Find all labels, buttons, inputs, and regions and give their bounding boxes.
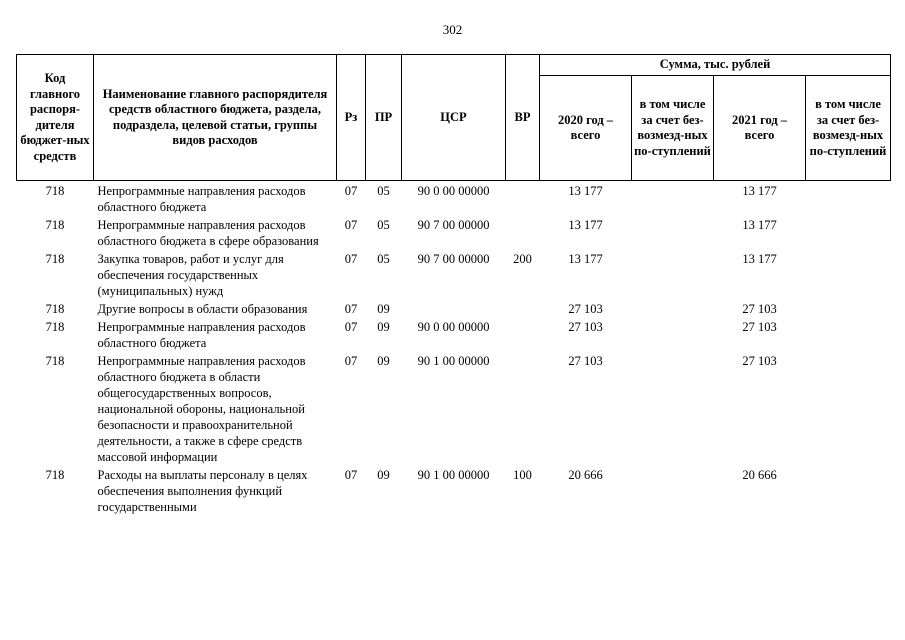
row-rz: 07 <box>344 320 358 334</box>
row-pr: 05 <box>377 252 390 266</box>
header-2020-free: в том числе за счет без-возмезд-ных по-ступлений <box>632 76 714 181</box>
row-name: Расходы на выплаты персоналу в целях обеспечения выполнения функций государственными <box>97 468 308 514</box>
row-csr: 90 1 00 00000 <box>417 468 490 482</box>
row-2020-total: 27 103 <box>568 320 603 334</box>
row-rz: 07 <box>344 302 358 316</box>
row-vr <box>506 217 540 251</box>
row-name: Непрограммные направления расходов областного бюджета <box>97 184 306 214</box>
row-2021-free <box>806 319 891 353</box>
row-code: 718 <box>45 184 65 198</box>
header-2021-total: 2021 год – всего <box>714 76 806 181</box>
row-2021-total: 13 177 <box>742 252 777 266</box>
row-2020-free <box>632 181 714 218</box>
row-2020-total: 27 103 <box>568 302 603 316</box>
row-csr: 90 0 00 00000 <box>417 184 490 198</box>
row-2020-free <box>632 217 714 251</box>
row-vr <box>506 181 540 218</box>
row-2020-free <box>632 467 714 517</box>
row-rz: 07 <box>344 252 358 266</box>
row-2020-total: 13 177 <box>568 184 603 198</box>
row-csr: 90 1 00 00000 <box>417 354 490 368</box>
row-rz: 07 <box>344 468 358 482</box>
row-name: Другие вопросы в области образования <box>97 302 308 316</box>
row-2020-total: 13 177 <box>568 218 603 232</box>
row-2020-free <box>632 353 714 467</box>
row-name: Закупка товаров, работ и услуг для обеспечения государственных (муниципальных) нужд <box>97 252 284 298</box>
row-csr: 90 7 00 00000 <box>417 252 490 266</box>
budget-table <box>16 54 891 517</box>
row-2021-total: 13 177 <box>742 218 777 232</box>
row-2021-free <box>806 301 891 319</box>
row-pr: 09 <box>377 468 390 482</box>
row-pr: 09 <box>377 302 390 316</box>
row-2020-free <box>632 319 714 353</box>
row-2021-free <box>806 467 891 517</box>
row-2021-free <box>806 353 891 467</box>
row-code: 718 <box>45 320 65 334</box>
header-vr: ВР <box>506 55 540 181</box>
header-pr: ПР <box>366 55 402 181</box>
row-rz: 07 <box>344 218 358 232</box>
row-name: Непрограммные направления расходов областного бюджета в области общегосударственных вопросов, национальной обороны, национальной безопасности и правоохранительной деятельности, а также в сфере средств массовой информации <box>97 354 306 464</box>
row-vr: 100 <box>513 468 532 482</box>
row-2020-total: 27 103 <box>568 354 603 368</box>
row-csr: 90 7 00 00000 <box>417 218 490 232</box>
header-csr: ЦСР <box>402 55 506 181</box>
page-number: 302 <box>442 22 463 37</box>
header-code: Код главного распоря-дителя бюджет-ных средств <box>17 55 94 181</box>
row-2021-total: 27 103 <box>742 320 777 334</box>
row-pr: 05 <box>377 184 390 198</box>
row-2020-total: 13 177 <box>568 252 603 266</box>
row-code: 718 <box>45 252 65 266</box>
row-pr: 05 <box>377 218 390 232</box>
row-2021-free <box>806 251 891 301</box>
row-rz: 07 <box>344 184 358 198</box>
table-row <box>17 217 891 251</box>
row-rz: 07 <box>344 354 358 368</box>
row-code: 718 <box>45 218 65 232</box>
row-code: 718 <box>45 468 65 482</box>
row-2021-free <box>806 181 891 218</box>
row-2020-free <box>632 301 714 319</box>
row-vr <box>506 301 540 319</box>
row-2021-total: 13 177 <box>742 184 777 198</box>
row-name: Непрограммные направления расходов областного бюджета <box>97 320 306 350</box>
table-row <box>17 353 891 467</box>
row-vr: 200 <box>513 252 532 266</box>
row-name: Непрограммные направления расходов областного бюджета в сфере образования <box>97 218 319 248</box>
header-2020-total: 2020 год – всего <box>540 76 632 181</box>
header-2021-free: в том числе за счет без-возмезд-ных по-ступлений <box>806 76 891 181</box>
row-vr <box>506 353 540 467</box>
row-2021-total: 27 103 <box>742 354 777 368</box>
row-2020-total: 20 666 <box>568 468 603 482</box>
row-code: 718 <box>45 302 65 316</box>
row-2021-free <box>806 217 891 251</box>
header-rz: Рз <box>337 55 366 181</box>
table-row <box>17 251 891 301</box>
row-pr: 09 <box>377 354 390 368</box>
table-row <box>17 467 891 517</box>
row-csr: 90 0 00 00000 <box>417 320 490 334</box>
row-2021-total: 27 103 <box>742 302 777 316</box>
header-sum-group: Сумма, тыс. рублей <box>540 55 891 76</box>
row-vr <box>506 319 540 353</box>
row-2021-total: 20 666 <box>742 468 777 482</box>
row-2020-free <box>632 251 714 301</box>
row-csr <box>402 301 506 319</box>
table-row <box>17 181 891 218</box>
table-row <box>17 319 891 353</box>
row-code: 718 <box>45 354 65 368</box>
header-name: Наименование главного распорядителя средств областного бюджета, раздела, подраздела, целевой статьи, группы видов расходов <box>94 55 337 181</box>
table-row <box>17 301 891 319</box>
row-pr: 09 <box>377 320 390 334</box>
